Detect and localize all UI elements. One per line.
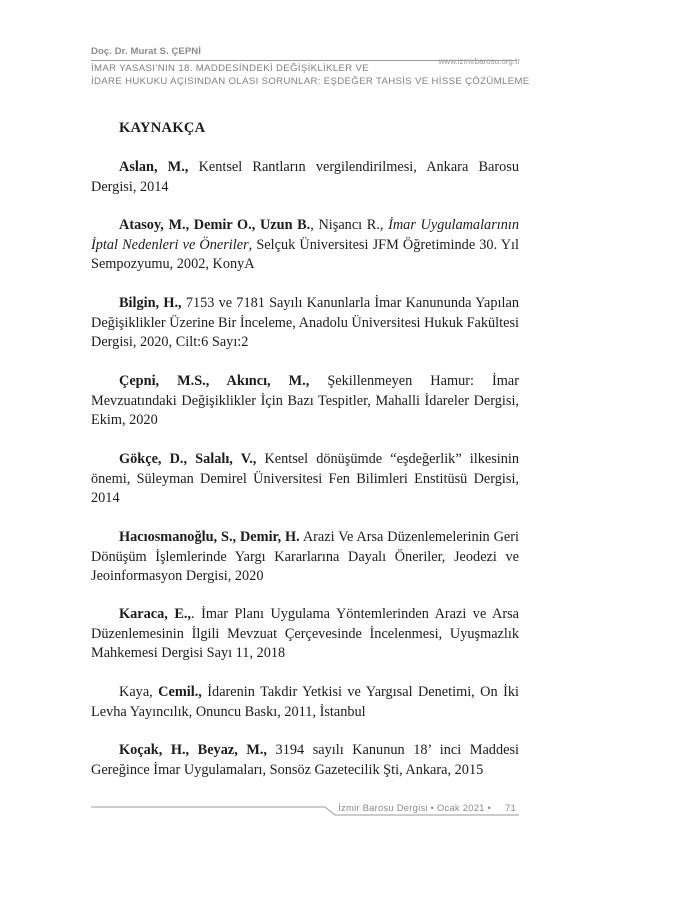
footer [338, 803, 516, 814]
reference-text: Kentsel dönüşümde “eşdeğerlik” ilkesinin önemi, Süleyman Demirel Üniversitesi Fen Bilimleri Enstitüsü Dergisi, 2014 [91, 451, 520, 507]
reference-entry [91, 528, 519, 587]
header-title-line-2: İDARE HUKUKU AÇISINDAN OLASI SORUNLAR: EŞDEĞER TAHSİS VE HİSSE ÇÖZÜMLEME [91, 75, 530, 87]
reference-text: Kaya, [119, 684, 159, 700]
header-rule [91, 60, 517, 61]
reference-entry [91, 450, 519, 509]
reference-entry [91, 158, 519, 197]
page-number: 71 [505, 803, 516, 814]
reference-text: İdarenin Takdir Yetkisi ve Yargısal Denetimi, On İki Levha Yayıncılık, Onuncu Baskı, 2011, İstanbul [91, 684, 519, 720]
reference-authors: Aslan, M., [119, 159, 189, 175]
reference-title-italic: İmar Uygulamalarının İptal Nedenleri ve Öneriler [91, 217, 520, 253]
reference-authors: Hacıosmanoğlu, S., Demir, H. [119, 529, 300, 545]
reference-authors: Karaca, E., [119, 606, 192, 622]
reference-text: Kentsel Rantların vergilendirilmesi, Ankara Barosu Dergisi, 2014 [91, 159, 519, 195]
reference-text: , Selçuk Üniversitesi JFM Öğretiminde 30. Yıl Sempozyumu, 2002, KonyA [91, 236, 520, 273]
reference-authors: Cemil., [158, 684, 202, 700]
reference-authors: Koçak, H., Beyaz, M., [119, 742, 267, 758]
reference-entry [91, 372, 519, 431]
header-author: Doç. Dr. Murat S. ÇEPNİ [91, 46, 201, 57]
reference-entry [91, 294, 519, 353]
header-title [91, 63, 530, 88]
reference-entry [91, 216, 519, 275]
reference-text: 3194 sayılı Kanunun 18’ inci Maddesi Gereğince İmar Uygulamaları, Sonsöz Gazetecilik Şti, Ankara, 2015 [91, 742, 519, 778]
reference-authors: Atasoy, M., Demir O., Uzun B. [119, 217, 311, 233]
header-title-line-1: İMAR YASASI’NIN 18. MADDESİNDEKİ DEĞİŞİKLİKLER VE [91, 63, 370, 74]
reference-text: 7153 ve 7181 Sayılı Kanunlarla İmar Kanununda Yapılan Değişiklikler Üzerine Bir İnceleme, Anadolu Üniversitesi Hukuk Fakültesi Dergisi, 2020, Cilt:6 Sayı:2 [91, 295, 520, 351]
reference-text: . İmar Planı Uygulama Yöntemlerinden Arazi ve Arsa Düzenlemesinin İlgili Mevzuat Çerçevesinde İncelenmesi, Uyuşmazlık Mahkemesi Dergisi Sayı 11, 2018 [91, 606, 519, 662]
reference-text: Şekillenmeyen Hamur: İmar Mevzuatındaki Değişiklikler İçin Bazı Tespitler, Mahalli İdareler Dergisi, Ekim, 2020 [91, 373, 519, 429]
reference-authors: Çepni, M.S., Akıncı, M., [119, 373, 310, 389]
footer-journal: İzmir Barosu Dergisi • Ocak 2021 • [338, 803, 492, 814]
reference-text: , Nişancı R., [310, 217, 389, 233]
reference-text: Arazi Ve Arsa Düzenlemelerinin Geri Dönüşüm İşlemlerinde Yargı Kararlarına Dayalı Öneriler, Jeodezi ve Jeoinformasyon Dergisi, 2020 [91, 529, 520, 585]
reference-entry [91, 605, 519, 664]
reference-entry [91, 741, 519, 780]
reference-entry [91, 683, 519, 722]
section-heading: KAYNAKÇA [119, 120, 206, 136]
header-website: www.izmirbarosu.org.tr [438, 57, 520, 66]
reference-authors: Bilgin, H., [119, 295, 182, 311]
reference-authors: Gökçe, D., Salalı, V., [119, 451, 257, 467]
